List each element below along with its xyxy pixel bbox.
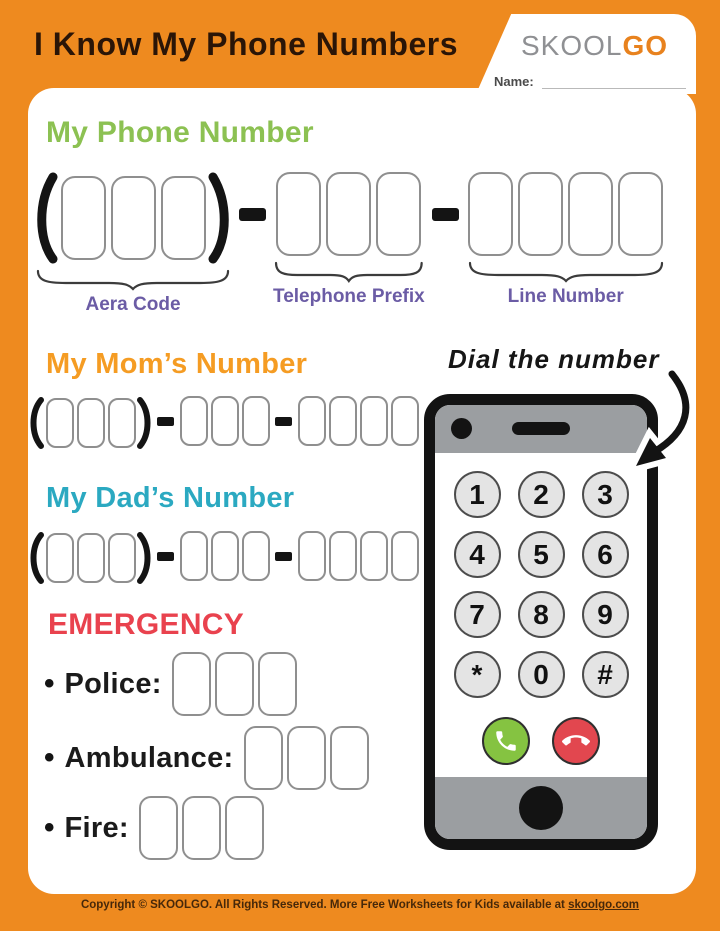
call-icon [493,728,519,754]
digit-box-group [137,796,266,860]
section-heading-my-number: My Phone Number [46,116,314,149]
digit-box[interactable] [46,533,74,583]
digit-box[interactable] [244,726,283,790]
digit-box[interactable] [518,172,563,256]
footer-copyright [0,899,720,911]
close-paren-icon [208,172,232,264]
digit-box[interactable] [298,396,326,446]
dash-separator [275,417,292,426]
key-9[interactable]: 9 [582,591,629,638]
digit-box[interactable] [172,652,211,716]
digit-box[interactable] [360,396,388,446]
digit-box-group [242,726,371,790]
key-#[interactable]: # [582,651,629,698]
digit-box[interactable] [287,726,326,790]
digit-box-group [170,652,299,716]
digit-box[interactable] [180,396,208,446]
digit-box-group [58,176,208,260]
speaker-icon [512,422,570,435]
open-paren-icon [28,396,44,450]
digit-box[interactable] [391,396,419,446]
dash-separator [157,417,174,426]
digit-box[interactable] [258,652,297,716]
digit-box[interactable] [568,172,613,256]
dial-caption: Dial the number [448,344,660,374]
call-button-row [435,717,647,765]
fire-label: Fire: [64,811,129,844]
footer-link[interactable]: skoolgo.com [568,899,640,911]
name-row [494,74,686,89]
police-label: Police: [64,667,162,700]
hangup-button[interactable] [552,717,600,765]
digit-box[interactable] [161,176,206,260]
hangup-icon [562,727,590,755]
home-button[interactable] [519,786,563,830]
digit-box-group [466,172,666,256]
section-heading-mom: My Mom’s Number [46,348,308,380]
key-1[interactable]: 1 [454,471,501,518]
digit-box[interactable] [108,398,136,448]
phone-bottom-bar [435,777,647,839]
logo-skool-text: SKOOL [521,30,623,61]
digit-box[interactable] [46,398,74,448]
keypad [435,471,647,698]
call-button[interactable] [482,717,530,765]
dash-separator [275,552,292,561]
digit-box-group [296,396,420,446]
ambulance-label: Ambulance: [64,741,234,774]
key-0[interactable]: 0 [518,651,565,698]
brace-icon [466,261,666,283]
skoolgo-logo [521,30,668,62]
digit-box-group [273,172,423,256]
digit-box[interactable] [360,531,388,581]
bullet: • [44,667,55,700]
digit-box[interactable] [139,796,178,860]
digit-box-group [296,531,420,581]
digit-box[interactable] [298,531,326,581]
camera-icon [451,418,472,439]
digit-box-group [44,398,137,448]
mom-number-row [28,396,420,450]
digit-box[interactable] [108,533,136,583]
digit-box[interactable] [242,396,270,446]
close-paren-icon [137,396,153,450]
key-8[interactable]: 8 [518,591,565,638]
close-paren-icon [137,531,153,585]
digit-box[interactable] [330,726,369,790]
digit-box[interactable] [211,396,239,446]
digit-box[interactable] [276,172,321,256]
key-4[interactable]: 4 [454,531,501,578]
digit-box[interactable] [211,531,239,581]
key-6[interactable]: 6 [582,531,629,578]
bullet: • [44,811,55,844]
footer-brand-skool: SKOOL [150,899,192,911]
name-input-line[interactable] [542,75,686,89]
key-7[interactable]: 7 [454,591,501,638]
section-heading-dad: My Dad’s Number [46,482,295,514]
digit-box[interactable] [215,652,254,716]
bullet: • [44,741,55,774]
brace-icon [34,269,232,291]
digit-box[interactable] [242,531,270,581]
open-paren-icon [28,531,44,585]
digit-box[interactable] [329,531,357,581]
key-*[interactable]: * [454,651,501,698]
brace-icon [273,261,425,283]
digit-box[interactable] [391,531,419,581]
emergency-row-fire [44,796,266,860]
digit-box[interactable] [77,398,105,448]
key-5[interactable]: 5 [518,531,565,578]
key-3[interactable]: 3 [582,471,629,518]
group-label-line-number: Line Number [507,286,624,307]
digit-box[interactable] [61,176,106,260]
group-label-prefix: Telephone Prefix [273,286,425,307]
footer-text-1: Copyright © [80,899,151,911]
digit-box[interactable] [225,796,264,860]
curved-arrow-icon [612,370,700,472]
digit-box[interactable] [618,172,663,256]
digit-box[interactable] [326,172,371,256]
group-label-area-code: Aera Code [85,294,181,315]
dad-number-row [28,531,420,585]
dash-separator [239,208,266,221]
page-title: I Know My Phone Numbers [34,26,458,62]
footer-text-2: . All Rights Reserved. More Free Worksheets for Kids available at [208,899,569,911]
digit-box[interactable] [77,533,105,583]
digit-box-group [44,533,137,583]
digit-box[interactable] [468,172,513,256]
digit-box[interactable] [376,172,421,256]
dash-separator [157,552,174,561]
digit-box[interactable] [329,396,357,446]
prefix-group [273,172,425,308]
logo-go-text: GO [622,30,669,61]
digit-box[interactable] [180,531,208,581]
digit-box[interactable] [182,796,221,860]
my-number-row [34,172,666,316]
key-2[interactable]: 2 [518,471,565,518]
area-code-group [34,172,232,316]
line-number-group [466,172,666,308]
emergency-row-police [44,652,299,716]
section-heading-emergency: EMERGENCY [48,608,245,641]
emergency-row-ambulance [44,726,371,790]
name-label: Name: [494,74,534,89]
digit-box[interactable] [111,176,156,260]
footer-brand-go: GO [191,899,209,911]
digit-box-group [178,531,271,581]
dash-separator [432,208,459,221]
open-paren-icon [34,172,58,264]
digit-box-group [178,396,271,446]
